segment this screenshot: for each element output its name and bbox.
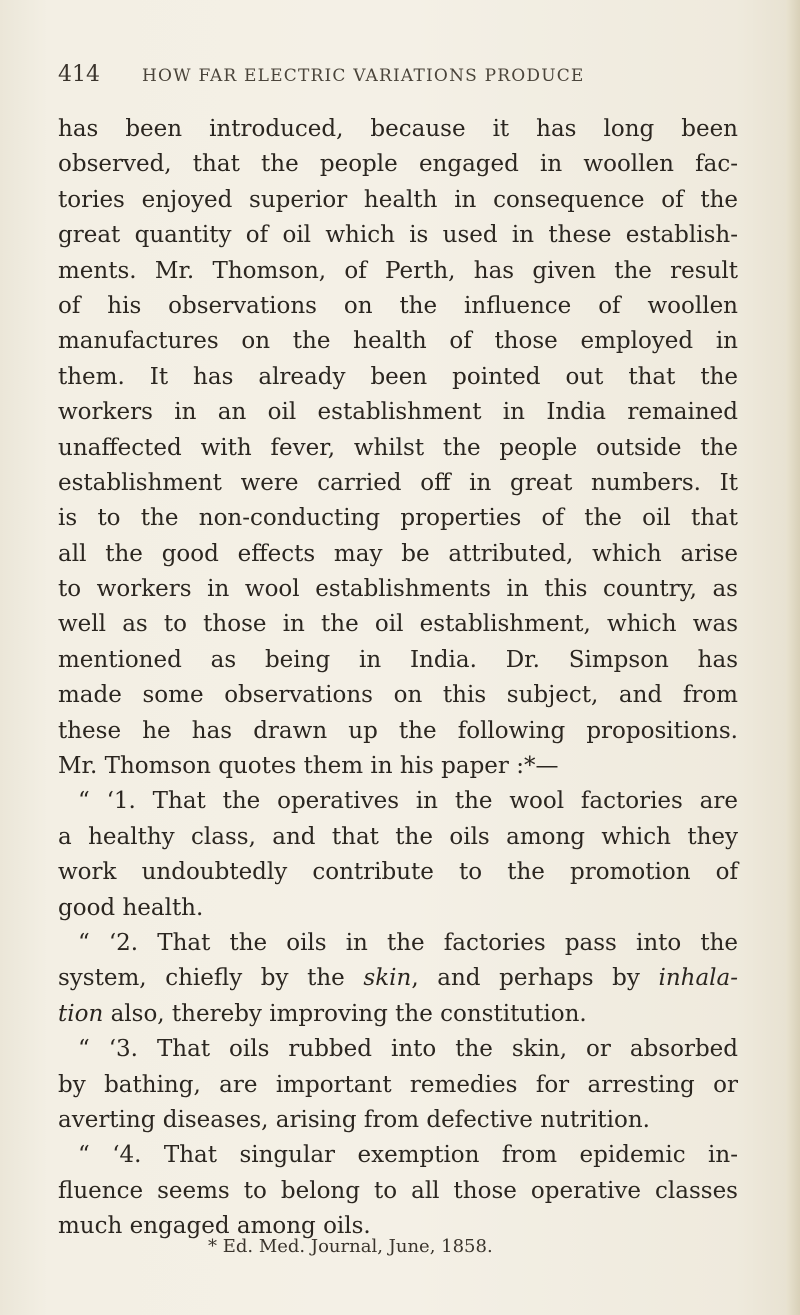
text-line: is to the non-conducting properties of the oil that <box>58 505 738 532</box>
text-line: all the good effects may be attributed, which arise <box>58 540 738 567</box>
text-line: much engaged among oils. <box>58 1213 371 1240</box>
text-line: unaffected with fever, whilst the people outside the <box>58 434 738 461</box>
text-line: them. It has already been pointed out that the <box>58 363 738 390</box>
text-line: made some observations on this subject, and from <box>58 682 738 709</box>
text-line: fluence seems to belong to all those operative classes <box>58 1177 738 1204</box>
text-line: observed, that the people engaged in woollen fac- <box>58 151 738 178</box>
text-line: work undoubtedly contribute to the promotion of <box>58 859 738 886</box>
proposition-1-start: “ ‘1. That the operatives in the wool factories are <box>78 788 738 815</box>
text-line: has been introduced, because it has long been <box>58 116 738 142</box>
text-line: good health. <box>58 894 204 921</box>
proposition-2-start: “ ‘2. That the oils in the factories pass into the <box>78 929 738 956</box>
text-line: well as to those in the oil establishment, which was <box>58 611 738 638</box>
body-text <box>58 112 738 1245</box>
text-line: ments. Mr. Thomson, of Perth, has given the result <box>58 257 738 284</box>
text-line: by bathing, are important remedies for arresting or <box>58 1071 738 1098</box>
text-line: manufactures on the health of those employed in <box>58 328 738 355</box>
proposition-3-start: “ ‘3. That oils rubbed into the skin, or absorbed <box>78 1036 738 1063</box>
text-line: workers in an oil establishment in India remained <box>58 399 738 426</box>
text-line: of his observations on the influence of woollen <box>58 292 738 319</box>
page-header <box>58 62 738 92</box>
text-line: tion also, thereby improving the constitution. <box>58 1000 587 1027</box>
running-head: HOW FAR ELECTRIC VARIATIONS PRODUCE <box>142 66 585 86</box>
text-line: these he has drawn up the following propositions. <box>58 717 738 744</box>
text-line: establishment were carried off in great numbers. It <box>58 469 738 496</box>
text-line: a healthy class, and that the oils among which they <box>58 823 738 850</box>
page-edge-shadow <box>786 0 800 1315</box>
text-line: system, chiefly by the skin, and perhaps by inhala- <box>58 965 739 992</box>
footnote: * Ed. Med. Journal, June, 1858. <box>208 1236 493 1257</box>
text-line: mentioned as being in India. Dr. Simpson has <box>58 646 738 673</box>
text-line: great quantity of oil which is used in these establish- <box>58 222 738 249</box>
page-number: 414 <box>58 62 100 87</box>
text-line: to workers in wool establishments in this country, as <box>58 576 738 603</box>
proposition-4-start: “ ‘4. That singular exemption from epidemic in- <box>78 1142 738 1169</box>
text-line: averting diseases, arising from defective nutrition. <box>58 1106 650 1133</box>
text-line: Mr. Thomson quotes them in his paper :*— <box>58 753 559 780</box>
text-line: tories enjoyed superior health in consequence of the <box>58 186 738 213</box>
